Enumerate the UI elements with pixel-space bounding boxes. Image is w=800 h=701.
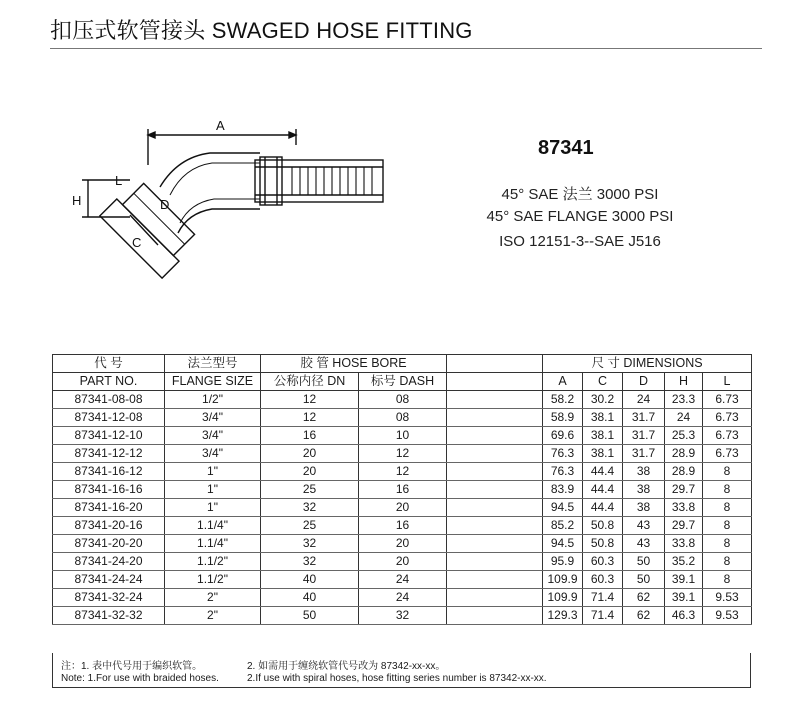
cell-h: 28.9 [665, 445, 703, 463]
table-row [53, 535, 752, 553]
table-row [53, 409, 752, 427]
table-header-row-1 [53, 355, 752, 373]
cell-a: 129.3 [543, 607, 583, 625]
cell-h: 24 [665, 409, 703, 427]
cell-a: 109.9 [543, 589, 583, 607]
cell-dn: 25 [261, 481, 359, 499]
table-row [53, 571, 752, 589]
header-l: L [703, 373, 752, 391]
table-row [53, 553, 752, 571]
cell-l: 8 [703, 499, 752, 517]
table-body [53, 391, 752, 625]
cell-dn: 40 [261, 589, 359, 607]
label-l: L [115, 173, 123, 188]
note-cn-2: 2. 如需用于缠绕软管代号改为 87342-xx-xx。 [247, 661, 446, 672]
cell-part-no: 87341-12-10 [53, 427, 165, 445]
header-dash: 标号 DASH [359, 373, 447, 391]
cell-blank [447, 589, 543, 607]
cell-dn: 32 [261, 553, 359, 571]
table-row [53, 499, 752, 517]
spec-line-iso: ISO 12151-3--SAE J516 [499, 233, 661, 250]
cell-d: 62 [623, 589, 665, 607]
header-part-cn: 代 号 [53, 355, 165, 373]
table-row [53, 391, 752, 409]
cell-c: 60.3 [583, 553, 623, 571]
table-row [53, 463, 752, 481]
cell-c: 71.4 [583, 607, 623, 625]
cell-part-no: 87341-20-20 [53, 535, 165, 553]
cell-dn: 20 [261, 463, 359, 481]
cell-dn: 32 [261, 499, 359, 517]
cell-dn: 25 [261, 517, 359, 535]
cell-dash: 10 [359, 427, 447, 445]
cell-c: 50.8 [583, 517, 623, 535]
cell-d: 62 [623, 607, 665, 625]
header-part-no: PART NO. [53, 373, 165, 391]
cell-h: 39.1 [665, 571, 703, 589]
cell-flange-size: 1/2" [165, 391, 261, 409]
cell-l: 8 [703, 535, 752, 553]
cell-blank [447, 607, 543, 625]
cell-a: 95.9 [543, 553, 583, 571]
header-h: H [665, 373, 703, 391]
table-row [53, 427, 752, 445]
cell-l: 8 [703, 571, 752, 589]
cell-a: 85.2 [543, 517, 583, 535]
spec-line-cn: 45° SAE 法兰 3000 PSI [501, 186, 659, 203]
cell-l: 8 [703, 517, 752, 535]
cell-d: 31.7 [623, 445, 665, 463]
cell-l: 8 [703, 553, 752, 571]
cell-c: 38.1 [583, 427, 623, 445]
cell-l: 9.53 [703, 589, 752, 607]
cell-dash: 16 [359, 481, 447, 499]
cell-dash: 16 [359, 517, 447, 535]
cell-h: 39.1 [665, 589, 703, 607]
cell-a: 76.3 [543, 463, 583, 481]
title-divider [50, 48, 762, 49]
header-c: C [583, 373, 623, 391]
cell-c: 38.1 [583, 445, 623, 463]
header-blank-2 [447, 373, 543, 391]
cell-a: 76.3 [543, 445, 583, 463]
cell-dn: 32 [261, 535, 359, 553]
cell-l: 6.73 [703, 391, 752, 409]
cell-flange-size: 1" [165, 481, 261, 499]
cell-part-no: 87341-12-12 [53, 445, 165, 463]
cell-a: 94.5 [543, 499, 583, 517]
dimension-table [52, 354, 752, 625]
table-row [53, 607, 752, 625]
header-a: A [543, 373, 583, 391]
table-row [53, 589, 752, 607]
cell-l: 9.53 [703, 607, 752, 625]
label-d: D [160, 197, 170, 212]
model-number: 87341 [538, 137, 594, 159]
header-hose-bore: 胶 管 HOSE BORE [261, 355, 447, 373]
notes-box [52, 653, 751, 688]
header-dn: 公称内径 DN [261, 373, 359, 391]
cell-dn: 50 [261, 607, 359, 625]
cell-blank [447, 427, 543, 445]
cell-h: 46.3 [665, 607, 703, 625]
header-blank [447, 355, 543, 373]
cell-dn: 12 [261, 391, 359, 409]
header-flange-cn: 法兰型号 [165, 355, 261, 373]
cell-dn: 12 [261, 409, 359, 427]
note-en-2: 2.If use with spiral hoses, hose fitting series number is 87342-xx-xx. [247, 673, 547, 684]
header-d: D [623, 373, 665, 391]
label-c: C [132, 235, 142, 250]
cell-l: 6.73 [703, 409, 752, 427]
header-dimensions: 尺 寸 DIMENSIONS [543, 355, 752, 373]
cell-blank [447, 481, 543, 499]
cell-part-no: 87341-16-16 [53, 481, 165, 499]
cell-part-no: 87341-24-20 [53, 553, 165, 571]
cell-blank [447, 553, 543, 571]
cell-a: 58.9 [543, 409, 583, 427]
cell-blank [447, 463, 543, 481]
fitting-drawing [60, 105, 400, 300]
table-row [53, 517, 752, 535]
cell-d: 50 [623, 553, 665, 571]
cell-dash: 32 [359, 607, 447, 625]
cell-dash: 12 [359, 463, 447, 481]
cell-d: 43 [623, 535, 665, 553]
cell-dash: 20 [359, 535, 447, 553]
cell-c: 30.2 [583, 391, 623, 409]
spec-line-en: 45° SAE FLANGE 3000 PSI [486, 208, 674, 225]
cell-flange-size: 1.1/2" [165, 571, 261, 589]
cell-a: 94.5 [543, 535, 583, 553]
cell-part-no: 87341-16-20 [53, 499, 165, 517]
cell-h: 33.8 [665, 499, 703, 517]
cell-a: 109.9 [543, 571, 583, 589]
cell-c: 50.8 [583, 535, 623, 553]
cell-flange-size: 2" [165, 607, 261, 625]
cell-flange-size: 3/4" [165, 409, 261, 427]
cell-blank [447, 409, 543, 427]
cell-h: 29.7 [665, 517, 703, 535]
cell-dash: 20 [359, 553, 447, 571]
cell-flange-size: 3/4" [165, 445, 261, 463]
cell-h: 28.9 [665, 463, 703, 481]
cell-d: 50 [623, 571, 665, 589]
cell-l: 6.73 [703, 427, 752, 445]
cell-flange-size: 1" [165, 499, 261, 517]
cell-flange-size: 1" [165, 463, 261, 481]
cell-h: 35.2 [665, 553, 703, 571]
page-title: 扣压式软管接头 SWAGED HOSE FITTING [50, 18, 473, 43]
cell-c: 38.1 [583, 409, 623, 427]
cell-blank [447, 517, 543, 535]
cell-dash: 08 [359, 409, 447, 427]
cell-blank [447, 391, 543, 409]
cell-part-no: 87341-12-08 [53, 409, 165, 427]
cell-dn: 20 [261, 445, 359, 463]
cell-h: 29.7 [665, 481, 703, 499]
cell-part-no: 87341-16-12 [53, 463, 165, 481]
cell-blank [447, 535, 543, 553]
label-h: H [72, 193, 82, 208]
cell-d: 38 [623, 463, 665, 481]
cell-part-no: 87341-32-32 [53, 607, 165, 625]
cell-part-no: 87341-20-16 [53, 517, 165, 535]
cell-d: 31.7 [623, 409, 665, 427]
cell-c: 44.4 [583, 499, 623, 517]
cell-l: 6.73 [703, 445, 752, 463]
cell-d: 43 [623, 517, 665, 535]
cell-c: 71.4 [583, 589, 623, 607]
cell-l: 8 [703, 481, 752, 499]
header-flange-size: FLANGE SIZE [165, 373, 261, 391]
cell-dash: 08 [359, 391, 447, 409]
cell-part-no: 87341-32-24 [53, 589, 165, 607]
cell-d: 31.7 [623, 427, 665, 445]
cell-flange-size: 1.1/4" [165, 517, 261, 535]
cell-dash: 24 [359, 589, 447, 607]
cell-flange-size: 1.1/4" [165, 535, 261, 553]
cell-d: 24 [623, 391, 665, 409]
note-cn-1: 注：1. 表中代号用于编织软管。 [61, 661, 203, 672]
cell-a: 69.6 [543, 427, 583, 445]
cell-d: 38 [623, 481, 665, 499]
cell-blank [447, 499, 543, 517]
cell-part-no: 87341-24-24 [53, 571, 165, 589]
cell-dash: 20 [359, 499, 447, 517]
cell-flange-size: 1.1/2" [165, 553, 261, 571]
cell-c: 44.4 [583, 463, 623, 481]
cell-d: 38 [623, 499, 665, 517]
cell-c: 60.3 [583, 571, 623, 589]
cell-a: 83.9 [543, 481, 583, 499]
cell-flange-size: 3/4" [165, 427, 261, 445]
cell-l: 8 [703, 463, 752, 481]
cell-blank [447, 571, 543, 589]
cell-c: 44.4 [583, 481, 623, 499]
cell-a: 58.2 [543, 391, 583, 409]
cell-h: 25.3 [665, 427, 703, 445]
cell-dash: 12 [359, 445, 447, 463]
cell-dash: 24 [359, 571, 447, 589]
table-row [53, 445, 752, 463]
cell-h: 33.8 [665, 535, 703, 553]
label-a: A [216, 118, 225, 133]
table-header-row-2 [53, 373, 752, 391]
note-en-1: Note: 1.For use with braided hoses. [61, 673, 219, 684]
cell-flange-size: 2" [165, 589, 261, 607]
cell-h: 23.3 [665, 391, 703, 409]
cell-blank [447, 445, 543, 463]
cell-dn: 40 [261, 571, 359, 589]
table-row [53, 481, 752, 499]
cell-dn: 16 [261, 427, 359, 445]
cell-part-no: 87341-08-08 [53, 391, 165, 409]
